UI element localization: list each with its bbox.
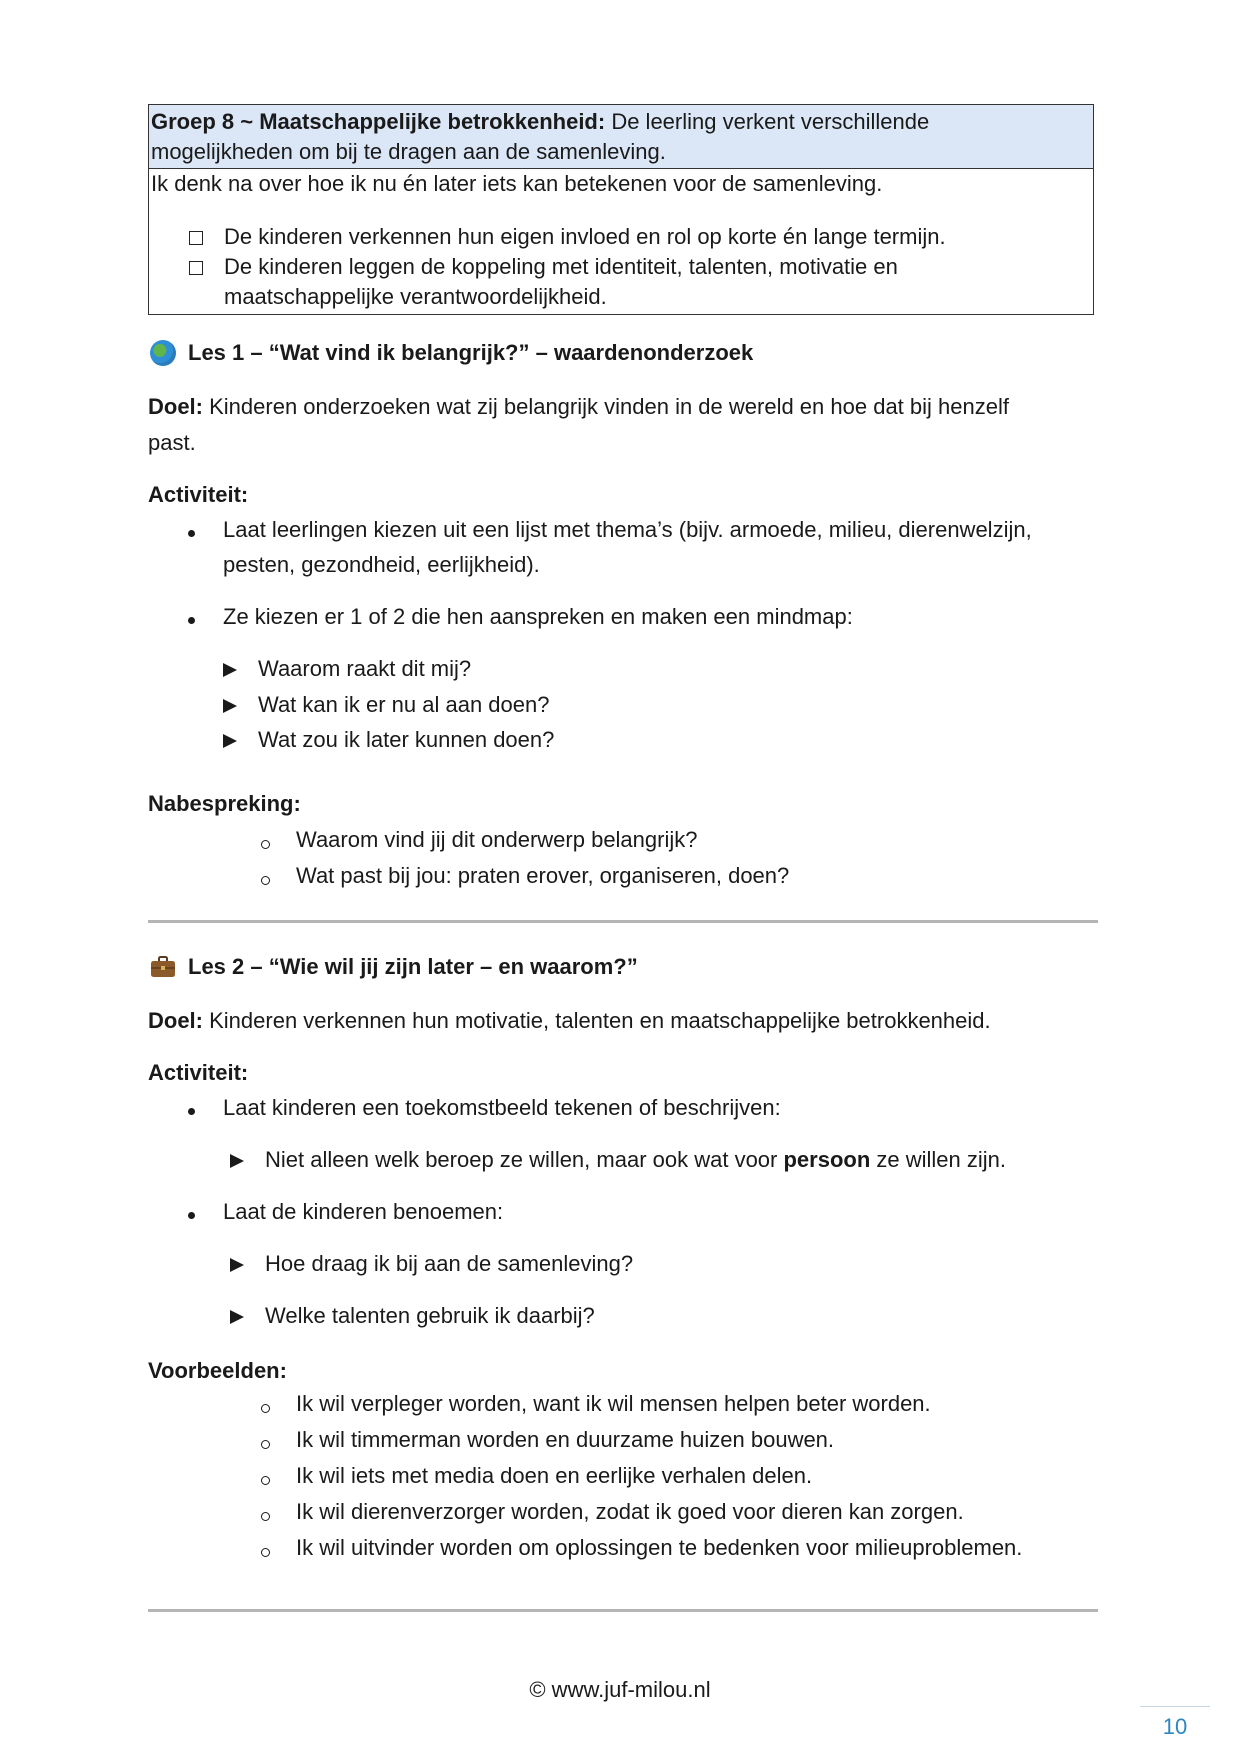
arrow-bullet-icon	[230, 1154, 244, 1168]
arrow-bullet-icon	[223, 699, 237, 713]
les2-voorbeeld-4: Ik wil dierenverzorger worden, zodat ik goed voor dieren kan zorgen.	[296, 1499, 964, 1524]
les2-voorbeeld-2: Ik wil timmerman worden en duurzame huizen bouwen.	[296, 1427, 835, 1452]
bullet-dot-icon	[188, 617, 195, 624]
les2-arrow-2: Hoe draag ik bij aan de samenleving?	[265, 1251, 634, 1276]
goal-box	[148, 104, 1094, 315]
circle-bullet-icon	[261, 840, 270, 849]
les2-arrow-1-post: ze willen zijn.	[870, 1147, 1006, 1172]
bullet-dot-icon	[188, 1108, 195, 1115]
circle-bullet-icon	[261, 876, 270, 885]
les1-bullet-1: Laat leerlingen kiezen uit een lijst met thema’s (bijv. armoede, milieu, dierenwelzijn,	[223, 517, 1032, 542]
les2-arrow-1	[265, 1145, 1006, 1175]
circle-bullet-icon	[261, 1476, 270, 1485]
circle-bullet-icon	[261, 1440, 270, 1449]
les1-arrow-1: Waarom raakt dit mij?	[258, 656, 472, 681]
les1-nabespreking-2: Wat past bij jou: praten erover, organiseren, doen?	[296, 863, 790, 888]
checkbox-icon[interactable]	[189, 231, 203, 245]
goal-item-2-cont: maatschappelijke verantwoordelijkheid.	[224, 284, 607, 309]
section-divider	[148, 920, 1098, 923]
les1-nabespreking-1: Waarom vind jij dit onderwerp belangrijk?	[296, 827, 698, 852]
les2-arrow-3: Welke talenten gebruik ik daarbij?	[265, 1303, 595, 1328]
les2-voorbeeld-3: Ik wil iets met media doen en eerlijke verhalen delen.	[296, 1463, 813, 1488]
les1-nabespreking-label: Nabespreking:	[148, 791, 301, 816]
goal-intro: Ik denk na over hoe ik nu én later iets kan betekenen voor de samenleving.	[151, 171, 883, 196]
bullet-dot-icon	[188, 530, 195, 537]
les2-arrow-1-pre: Niet alleen welk beroep ze willen, maar ook wat voor	[265, 1147, 784, 1172]
les2-activiteit-label: Activiteit:	[148, 1060, 249, 1085]
arrow-bullet-icon	[223, 663, 237, 677]
goal-box-header	[149, 105, 1093, 169]
les1-bullet-2: Ze kiezen er 1 of 2 die hen aanspreken en maken een mindmap:	[223, 604, 853, 629]
les1-doel-label: Doel:	[148, 394, 203, 419]
les2-title: Les 2 – “Wie wil jij zijn later – en waarom?”	[188, 954, 638, 979]
arrow-bullet-icon	[230, 1310, 244, 1324]
circle-bullet-icon	[261, 1548, 270, 1557]
les2-voorbeelden-label: Voorbeelden:	[148, 1358, 287, 1383]
arrow-bullet-icon	[223, 734, 237, 748]
globe-icon	[150, 340, 176, 366]
les2-doel	[148, 1006, 991, 1036]
les2-voorbeeld-1: Ik wil verpleger worden, want ik wil mensen helpen beter worden.	[296, 1391, 931, 1416]
page-number: 10	[1162, 1714, 1188, 1739]
page-number-rule	[1140, 1706, 1210, 1707]
les2-doel-text: Kinderen verkennen hun motivatie, talenten en maatschappelijke betrokkenheid.	[203, 1008, 991, 1033]
checkbox-icon[interactable]	[189, 261, 203, 275]
arrow-bullet-icon	[230, 1258, 244, 1272]
les1-doel	[148, 392, 1009, 422]
section-divider	[148, 1609, 1098, 1612]
goal-header-rest: De leerling verkent verschillende	[605, 109, 930, 134]
les2-doel-label: Doel:	[148, 1008, 203, 1033]
les2-voorbeeld-5: Ik wil uitvinder worden om oplossingen te bedenken voor milieuproblemen.	[296, 1535, 1023, 1560]
goal-item-2: De kinderen leggen de koppeling met identiteit, talenten, motivatie en	[224, 254, 898, 279]
les1-title: Les 1 – “Wat vind ik belangrijk?” – waardenonderzoek	[188, 340, 754, 365]
briefcase-icon	[150, 956, 176, 978]
goal-header-line1	[151, 107, 929, 137]
circle-bullet-icon	[261, 1512, 270, 1521]
footer-copyright[interactable]: © www.juf-milou.nl	[529, 1677, 711, 1702]
circle-bullet-icon	[261, 1404, 270, 1413]
les2-arrow-1-bold: persoon	[783, 1147, 871, 1172]
les1-activiteit-label: Activiteit:	[148, 482, 249, 507]
bullet-dot-icon	[188, 1212, 195, 1219]
goal-item-1: De kinderen verkennen hun eigen invloed en rol op korte én lange termijn.	[224, 224, 946, 249]
les1-arrow-3: Wat zou ik later kunnen doen?	[258, 727, 555, 752]
goal-header-line2: mogelijkheden om bij te dragen aan de samenleving.	[151, 139, 666, 164]
les1-doel-text: Kinderen onderzoeken wat zij belangrijk vinden in de wereld en hoe dat bij henzelf	[203, 394, 1009, 419]
les1-arrow-2: Wat kan ik er nu al aan doen?	[258, 692, 550, 717]
les1-doel-cont: past.	[148, 430, 196, 455]
goal-header-bold: Groep 8 ~ Maatschappelijke betrokkenheid:	[151, 109, 606, 134]
les2-bullet-2: Laat de kinderen benoemen:	[223, 1199, 504, 1224]
les1-bullet-1-cont: pesten, gezondheid, eerlijkheid).	[223, 552, 540, 577]
les2-bullet-1: Laat kinderen een toekomstbeeld tekenen of beschrijven:	[223, 1095, 781, 1120]
